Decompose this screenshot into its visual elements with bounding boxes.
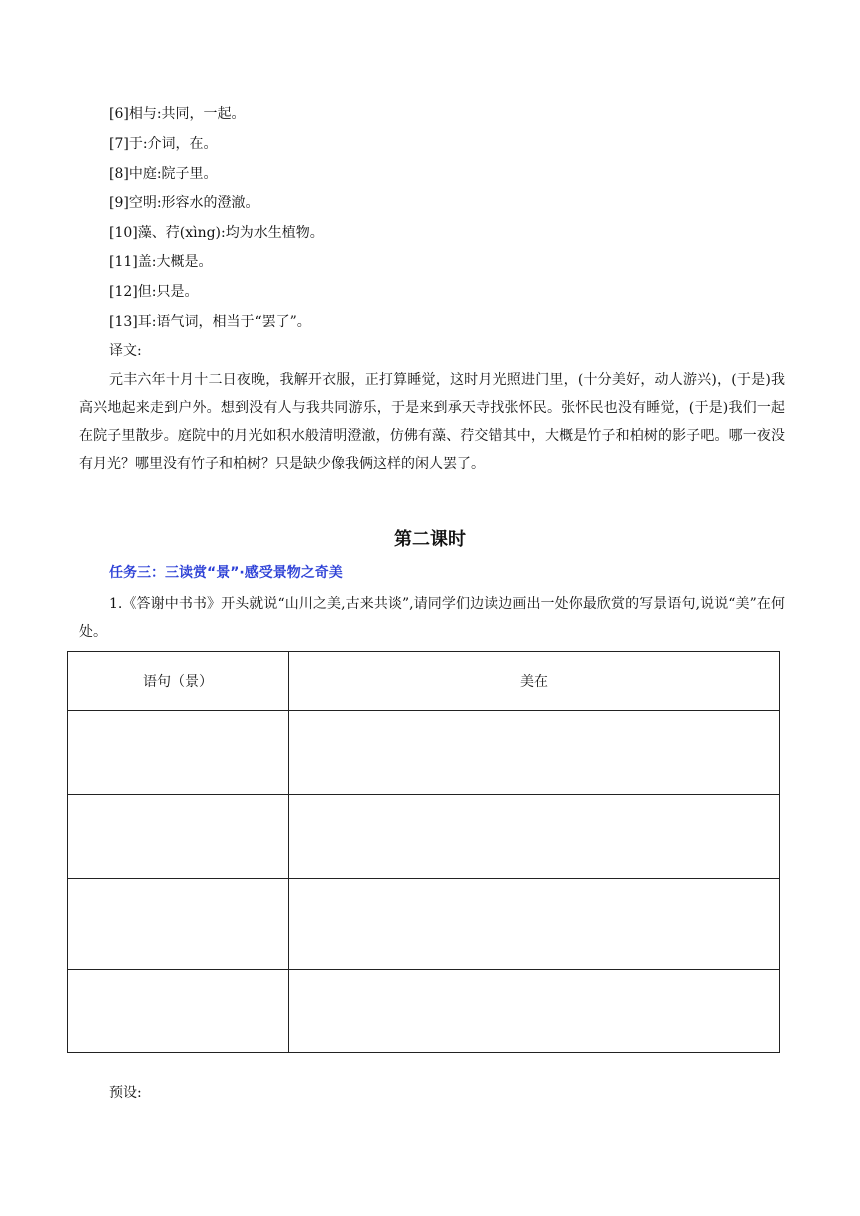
table-row — [68, 711, 780, 795]
beauty-cell[interactable] — [289, 711, 780, 795]
annotation-6: [6]相与:共同，一起。 — [109, 106, 246, 122]
sentence-cell[interactable] — [68, 879, 289, 970]
sentence-cell[interactable] — [68, 970, 289, 1053]
annotation-12: [12]但:只是。 — [109, 284, 199, 300]
sentence-cell[interactable] — [68, 711, 289, 795]
annotation-9: [9]空明:形容水的澄澈。 — [109, 195, 260, 211]
beauty-cell[interactable] — [289, 879, 780, 970]
translation-label: 译文: — [109, 343, 142, 359]
beauty-cell[interactable] — [289, 970, 780, 1053]
header-beauty: 美在 — [289, 652, 780, 711]
translation-paragraph: 元丰六年十月十二日夜晚，我解开衣服，正打算睡觉，这时月光照进门里，(十分美好，动人游兴)，(于是)我高兴地起来走到户外。想到没有人与我共同游乐，于是来到承天寺找张怀民。张怀民也没有睡觉，(于是)我们一起在院子里散步。庭院中的月光如积水般清明澄澈，仿佛有藻、荇交错其中，大概是竹子和柏树的影子吧。哪一夜没有月光？哪里没有竹子和柏树？只是缺少像我俩这样的闲人罢了。 — [79, 372, 785, 472]
beauty-cell[interactable] — [289, 795, 780, 879]
header-sentence: 语句（景） — [68, 652, 289, 711]
table-row — [68, 879, 780, 970]
annotation-13: [13]耳:语气词，相当于“罢了”。 — [109, 314, 311, 330]
table-row — [68, 795, 780, 879]
annotation-10: [10]藻、荇(xìng):均为水生植物。 — [109, 225, 324, 241]
preset-label: 预设: — [109, 1085, 142, 1101]
question-text: 1.《答谢中书书》开头就说“山川之美,古来共谈”,请同学们边读边画出一处你最欣赏的写景语句,说说“美”在何处。 — [79, 596, 785, 640]
annotation-7: [7]于:介词，在。 — [109, 136, 218, 152]
answer-table — [67, 651, 780, 1053]
task-title: 任务三：三读赏“景”·感受景物之奇美 — [109, 565, 343, 581]
annotation-8: [8]中庭:院子里。 — [109, 166, 218, 182]
section-title: 第二课时 — [394, 529, 466, 550]
annotation-11: [11]盖:大概是。 — [109, 254, 213, 270]
table-header-row — [68, 652, 780, 711]
sentence-cell[interactable] — [68, 795, 289, 879]
table-row — [68, 970, 780, 1053]
